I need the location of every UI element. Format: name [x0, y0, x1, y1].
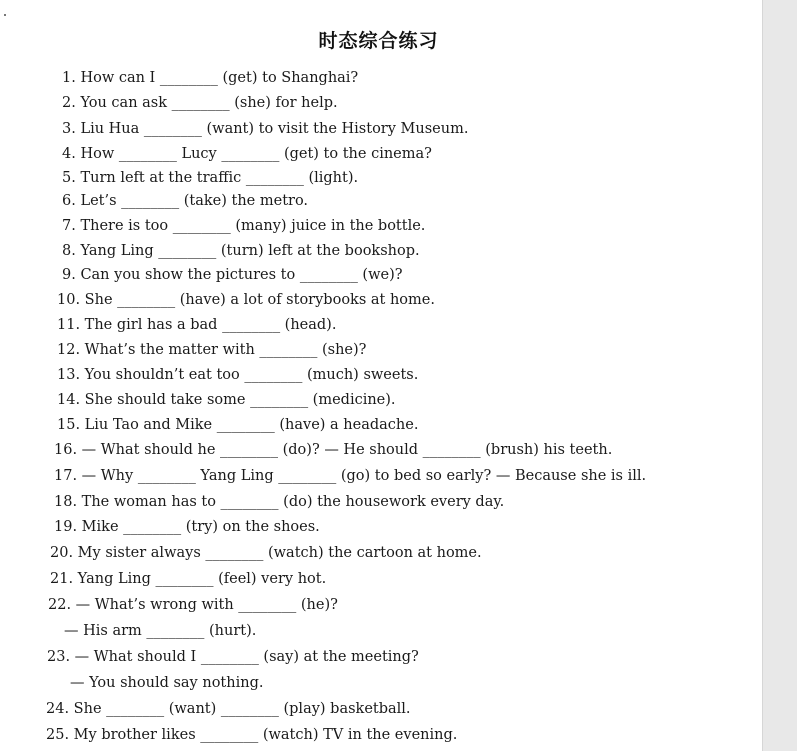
exercise-item-15: 15. Liu Tao and Mike ________ (have) a headache. — [57, 417, 419, 433]
exercise-item-10: 10. She ________ (have) a lot of storybooks at home. — [57, 292, 435, 308]
exercise-item-8: 8. Yang Ling ________ (turn) left at the bookshop. — [62, 243, 420, 259]
exercise-item-20: 20. My sister always ________ (watch) the cartoon at home. — [50, 545, 482, 561]
exercise-item-22: 22. — What’s wrong with ________ (he)? — [48, 597, 338, 613]
exercise-item-2: 2. You can ask ________ (she) for help. — [62, 95, 338, 111]
viewer-side-panel — [762, 0, 797, 751]
exercise-item-21: 21. Yang Ling ________ (feel) very hot. — [50, 571, 327, 587]
exercise-item-18: 18. The woman has to ________ (do) the housework every day. — [54, 494, 505, 510]
exercise-item-13: 13. You shouldn’t eat too ________ (much) sweets. — [57, 367, 419, 383]
exercise-item-22-answer: — His arm ________ (hurt). — [64, 623, 257, 639]
page-title: 时态综合练习 — [318, 30, 439, 52]
exercise-item-14: 14. She should take some ________ (medicine). — [57, 392, 396, 408]
exercise-item-24: 24. She ________ (want) ________ (play) basketball. — [46, 701, 411, 717]
exercise-item-3: 3. Liu Hua ________ (want) to visit the History Museum. — [62, 121, 469, 137]
exercise-item-17: 17. — Why ________ Yang Ling ________ (go) to bed so early? — Because she is ill. — [54, 468, 647, 484]
exercise-item-12: 12. What’s the matter with ________ (she)? — [57, 342, 367, 358]
exercise-item-4: 4. How ________ Lucy ________ (get) to the cinema? — [62, 146, 432, 162]
exercise-item-16: 16. — What should he ________ (do)? — He should ________ (brush) his teeth. — [54, 442, 613, 458]
exercise-item-6: 6. Let’s ________ (take) the metro. — [62, 193, 309, 209]
exercise-item-19: 19. Mike ________ (try) on the shoes. — [54, 519, 320, 535]
exercise-item-1: 1. How can I ________ (get) to Shanghai? — [62, 70, 359, 86]
exercise-item-5: 5. Turn left at the traffic ________ (light). — [62, 170, 359, 186]
exercise-item-25: 25. My brother likes ________ (watch) TV in the evening. — [46, 727, 458, 743]
exercise-item-11: 11. The girl has a bad ________ (head). — [57, 317, 337, 333]
exercise-item-9: 9. Can you show the pictures to ________ (we)? — [62, 267, 403, 283]
exercise-item-7: 7. There is too ________ (many) juice in the bottle. — [62, 218, 426, 234]
exercise-item-23-answer: — You should say nothing. — [70, 675, 264, 691]
exercise-item-23: 23. — What should I ________ (say) at the meeting? — [47, 649, 419, 665]
